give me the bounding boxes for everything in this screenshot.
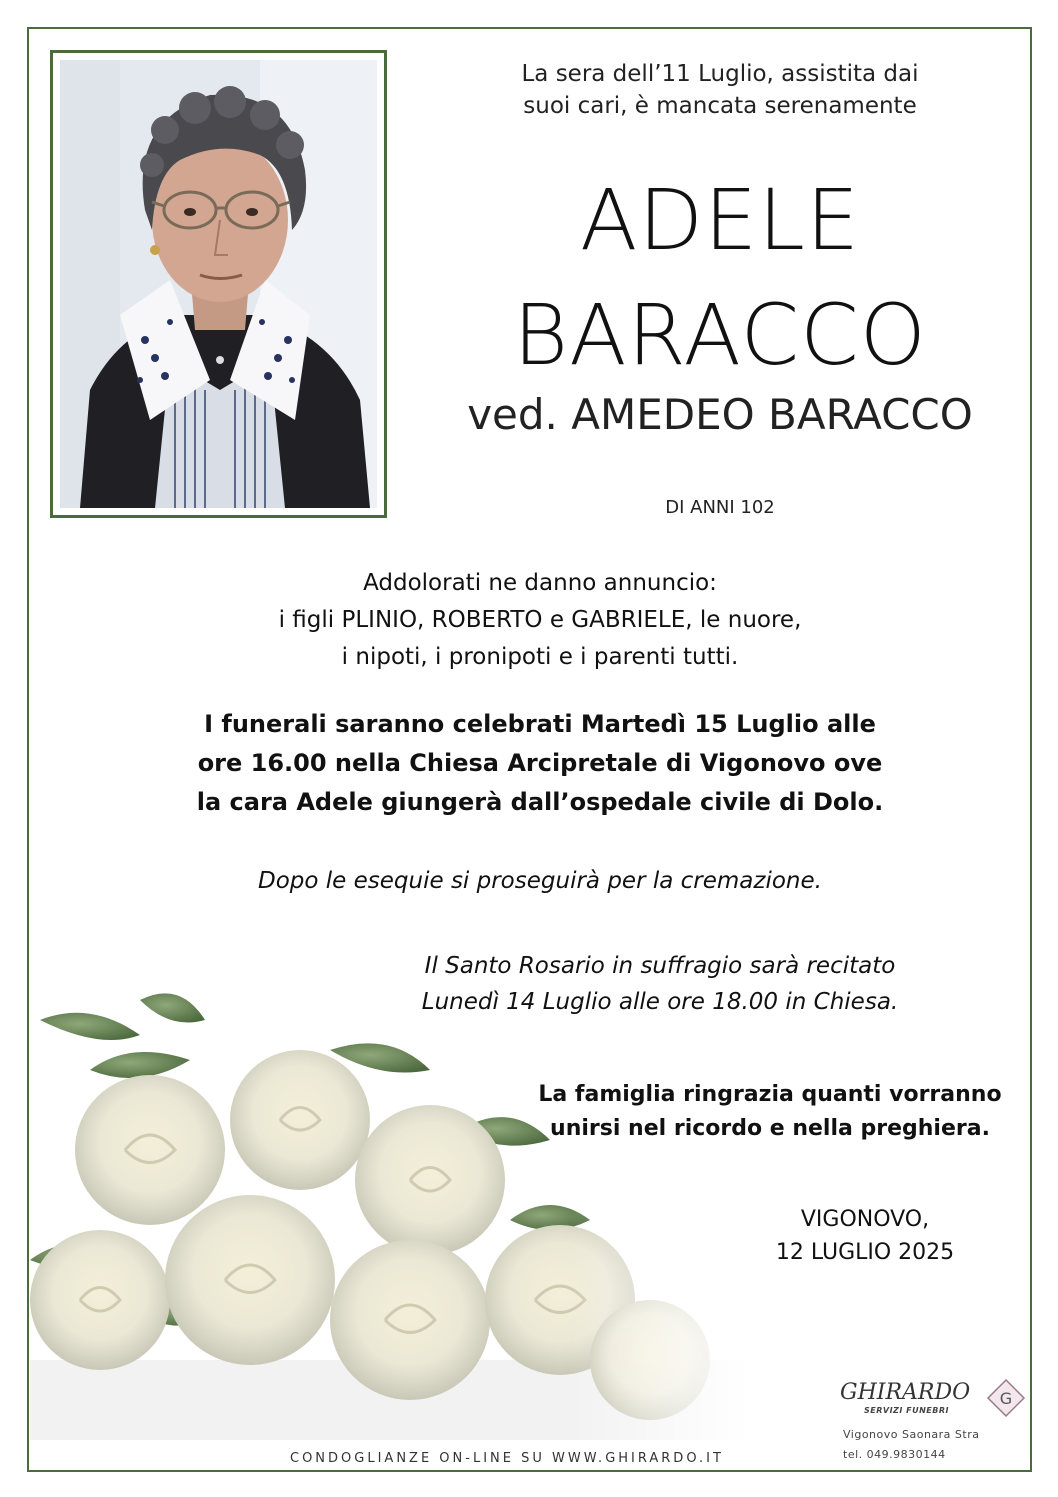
- logo-badge-icon: [986, 1378, 1026, 1418]
- place-text: VIGONOVO,: [800, 1207, 930, 1232]
- thanks-line-2: unirsi nel ricordo e nella preghiera.: [550, 1116, 990, 1141]
- rosary-line-1: Il Santo Rosario in suffragio sarà recitato: [424, 953, 896, 979]
- portrait-photo: [60, 60, 377, 508]
- company-name: GHIRARDO: [840, 1380, 971, 1405]
- funeral-line-3: la cara Adele giungerà dall’ospedale civile di Dolo.: [196, 788, 884, 816]
- family-thanks: [470, 1078, 1058, 1146]
- funeral-details: [140, 705, 940, 822]
- age-text: DI ANNI 102: [665, 497, 775, 518]
- intro-line-1: La sera dell’11 Luglio, assistita dai: [521, 61, 919, 87]
- deceased-last-name: BARACCO: [513, 286, 927, 384]
- date-text: 12 LUGLIO 2025: [775, 1240, 955, 1265]
- cremation-note: Dopo le esequie si proseguirà per la cremazione.: [258, 868, 822, 894]
- announcement-line-1: Addolorati ne danno annuncio:: [363, 570, 717, 596]
- company-subtitle: SERVIZI FUNEBRI: [864, 1406, 949, 1415]
- announcement-line-2: i figli PLINIO, ROBERTO e GABRIELE, le nuore,: [278, 607, 802, 633]
- deceased-first-name: ADELE: [579, 171, 861, 269]
- thanks-line-1: La famiglia ringrazia quanti vorranno: [538, 1082, 1002, 1107]
- logo-badge-letter: G: [999, 1389, 1013, 1408]
- announcement-line-3: i nipoti, i pronipoti e i parenti tutti.: [341, 644, 739, 670]
- announcement: [140, 565, 940, 676]
- condolences-link[interactable]: CONDOGLIANZE ON-LINE SU WWW.GHIRARDO.IT: [290, 1451, 724, 1466]
- company-locations: Vigonovo Saonara Stra: [843, 1428, 980, 1441]
- funeral-line-2: ore 16.00 nella Chiesa Arcipretale di Vigonovo ove: [197, 749, 883, 777]
- spouse-name: ved. AMEDEO BARACCO: [467, 390, 973, 439]
- intro-text: [420, 58, 1020, 122]
- place-date: [700, 1203, 1030, 1269]
- rosary-line-2: Lunedì 14 Luglio alle ore 18.00 in Chiesa.: [421, 989, 899, 1015]
- rosary-note: [360, 948, 960, 1020]
- intro-line-2: suoi cari, è mancata serenamente: [523, 93, 917, 119]
- company-phone: tel. 049.9830144: [843, 1448, 946, 1461]
- portrait-frame: [50, 50, 387, 518]
- white-roses-image: [30, 980, 750, 1440]
- funeral-line-1: I funerali saranno celebrati Martedì 15 Luglio alle: [204, 710, 876, 738]
